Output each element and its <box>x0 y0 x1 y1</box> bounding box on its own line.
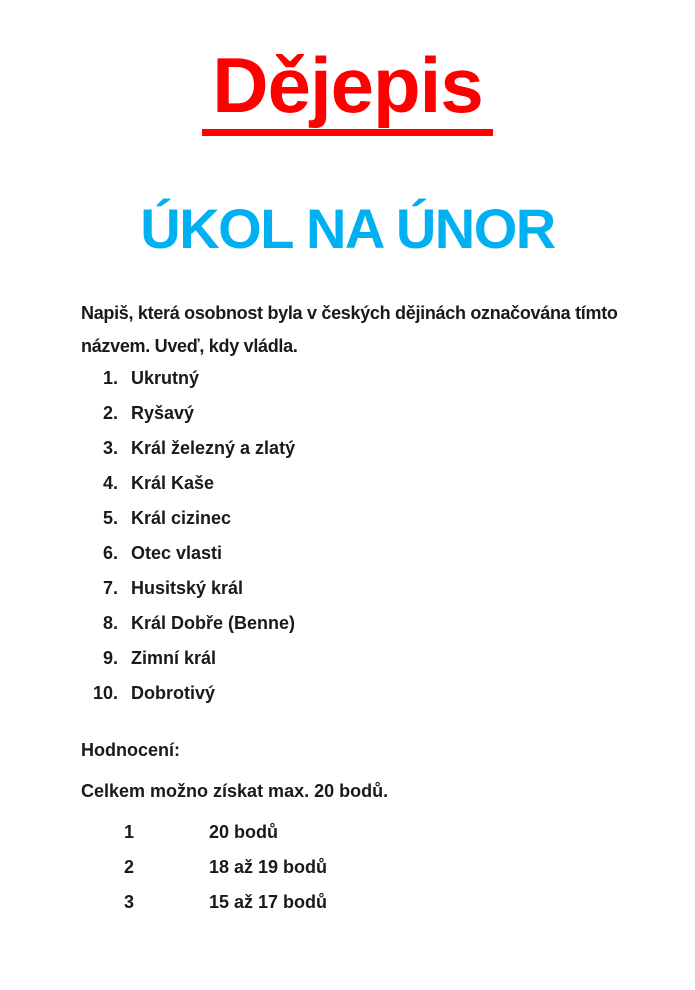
list-item <box>81 439 295 458</box>
title-block <box>0 41 695 136</box>
instructions-line-2: názvem. Uveď, kdy vládla. <box>81 336 298 356</box>
instructions-line-1: Napiš, která osobnost byla v českých dějinách označována tímto <box>81 303 618 323</box>
task-list <box>81 369 295 719</box>
list-item <box>81 544 295 563</box>
grade-row <box>124 823 327 841</box>
list-item <box>81 614 295 633</box>
grading-summary: Celkem možno získat max. 20 bodů. <box>81 781 389 801</box>
list-item-label: Dobrotivý <box>131 683 216 703</box>
page-subtitle: ÚKOL NA ÚNOR <box>140 197 555 260</box>
list-item-number: 1. <box>102 368 118 388</box>
instructions-paragraph <box>81 297 618 363</box>
list-item-number: 7. <box>102 578 118 598</box>
list-item-label: Král cizinec <box>131 508 232 528</box>
list-item-label: Ukrutný <box>131 368 200 388</box>
grade-value: 1 <box>124 822 135 842</box>
list-item <box>81 474 295 493</box>
page-title: Dějepis <box>202 46 492 136</box>
list-item-label: Král železný a zlatý <box>131 438 296 458</box>
list-item-number: 10. <box>92 683 118 703</box>
list-item-label: Otec vlasti <box>131 543 223 563</box>
list-item <box>81 404 295 423</box>
list-item-number: 3. <box>102 438 118 458</box>
list-item-number: 4. <box>102 473 118 493</box>
grade-value: 3 <box>124 892 135 912</box>
grade-value: 2 <box>124 857 135 877</box>
list-item-number: 6. <box>102 543 118 563</box>
list-item-label: Král Dobře (Benne) <box>131 613 296 633</box>
list-item-number: 8. <box>102 613 118 633</box>
list-item-label: Zimní král <box>131 648 217 668</box>
list-item <box>81 579 295 598</box>
grade-scale-table <box>124 823 327 928</box>
grading-heading: Hodnocení: <box>81 740 180 760</box>
list-item-label: Ryšavý <box>131 403 195 423</box>
grade-points: 18 až 19 bodů <box>209 857 328 877</box>
list-item <box>81 509 295 528</box>
list-item-label: Husitský král <box>131 578 244 598</box>
list-item <box>81 684 295 703</box>
grade-row <box>124 858 327 876</box>
list-item-label: Král Kaše <box>131 473 215 493</box>
list-item-number: 2. <box>102 403 118 423</box>
list-item-number: 5. <box>102 508 118 528</box>
list-item <box>81 649 295 668</box>
list-item <box>81 369 295 388</box>
list-item-number: 9. <box>102 648 118 668</box>
grade-points: 15 až 17 bodů <box>209 892 328 912</box>
grade-row <box>124 893 327 911</box>
grade-points: 20 bodů <box>209 822 279 842</box>
